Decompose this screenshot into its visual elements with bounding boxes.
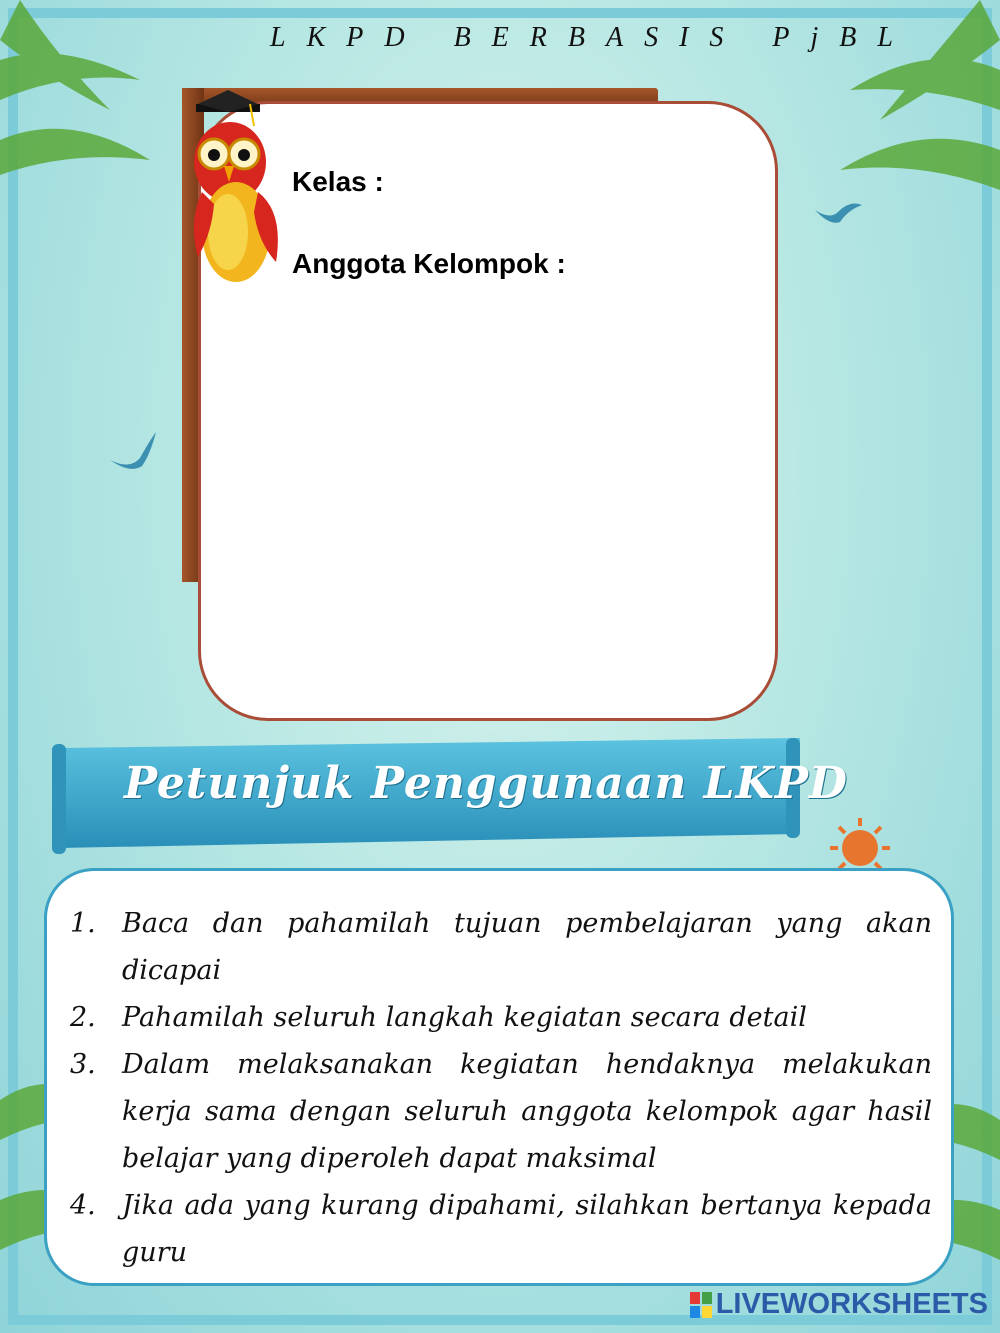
liveworksheets-logo[interactable] <box>690 1288 988 1321</box>
page-title: LKPD BERBASIS PjBL <box>270 22 914 53</box>
liveworksheets-logo-icon <box>690 1292 712 1318</box>
list-item <box>70 900 932 994</box>
list-item-text: Dalam melaksanakan kegiatan hendaknya melakukan kerja sama dengan seluruh anggota kelompok agar hasil belajar yang diperoleh dapat maksimal <box>122 1049 932 1174</box>
list-item-number: 1. <box>70 908 96 939</box>
list-item <box>70 1182 932 1276</box>
kelas-label: Kelas : <box>292 166 384 197</box>
list-item-number: 4. <box>70 1190 96 1221</box>
list-item-number: 3. <box>70 1049 96 1080</box>
list-item-number: 2. <box>70 1002 96 1033</box>
anggota-kelompok-label: Anggota Kelompok : <box>292 248 566 279</box>
banner-title: Petunjuk Penggunaan LKPD <box>124 758 849 809</box>
list-item <box>70 994 932 1041</box>
list-item-text: Jika ada yang kurang dipahami, silahkan bertanya kepada guru <box>122 1190 932 1268</box>
owl-mascot-icon <box>188 82 288 292</box>
list-item-text: Pahamilah seluruh langkah kegiatan secara detail <box>122 1002 807 1033</box>
logo-text: LIVEWORKSHEETS <box>715 1288 988 1320</box>
list-item <box>70 1041 932 1182</box>
instructions-list <box>70 900 932 1276</box>
list-item-text: Baca dan pahamilah tujuan pembelajaran yang akan dicapai <box>122 908 932 986</box>
